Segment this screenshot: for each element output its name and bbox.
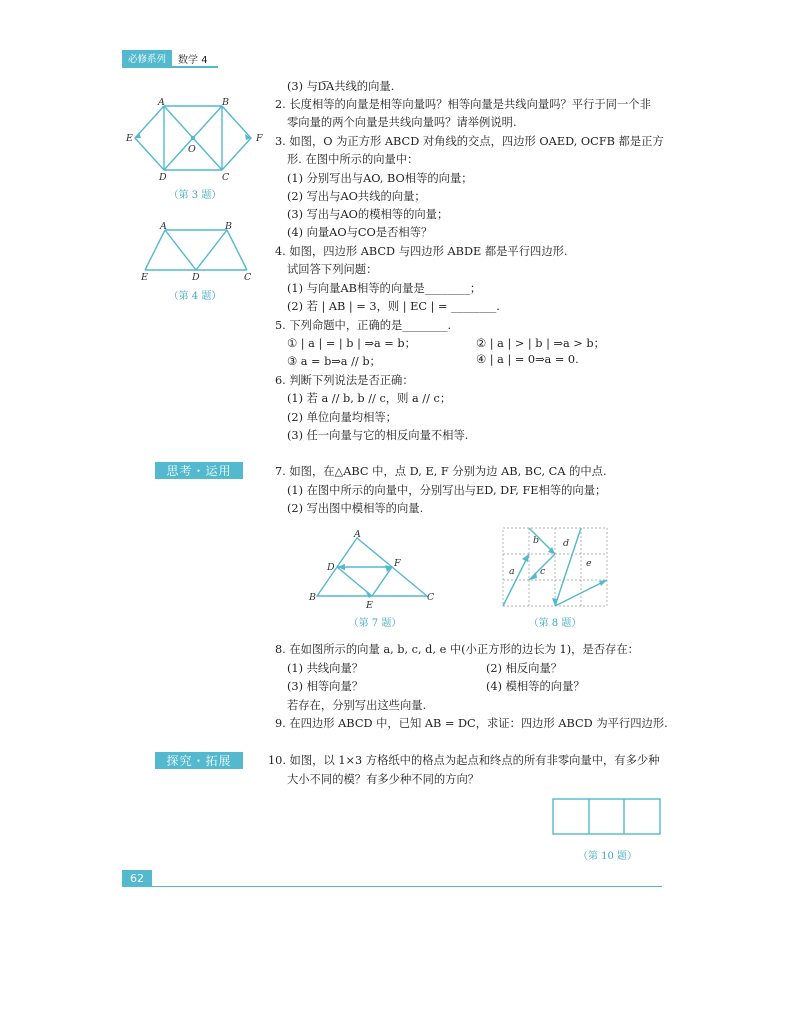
question-5-opt2: ② | a | > | b | ⇒a > b； (476, 337, 605, 350)
svg-text:D: D (192, 272, 200, 282)
question-8-opt3: (3) 相等向量？ (287, 680, 364, 693)
figure-3 (122, 98, 272, 184)
question-9: 9. 在四边形 ABCD 中，已知 AB = DC，求证：四边形 ABCD 为平行四边形. (275, 717, 668, 730)
question-3-line2: 形. 在图中所示的向量中： (287, 153, 419, 166)
question-4-item1: (1) 与向量AB相等的向量是________； (287, 282, 482, 295)
svg-text:A: A (354, 529, 361, 540)
page-header (122, 51, 208, 65)
svg-text:d: d (563, 538, 570, 549)
svg-text:A: A (158, 98, 165, 108)
svg-text:b: b (533, 535, 540, 546)
subject-label: 数学 4 (178, 54, 208, 66)
svg-text:D: D (159, 172, 167, 183)
question-7-item1: (1) 在图中所示的向量中，分别写出与ED, DF, FE相等的向量； (287, 484, 607, 497)
figure-4 (135, 222, 265, 282)
footer-rule (122, 870, 662, 887)
svg-text:E: E (141, 272, 148, 282)
svg-text:C: C (222, 172, 230, 183)
question-10-line1: 10. 如图，以 1×3 方格纸中的格点为起点和终点的所有非零向量中，有多少种 (268, 754, 660, 767)
question-7-item2: (2) 写出图中模相等的向量. (287, 502, 424, 515)
svg-text:C: C (244, 272, 252, 282)
question-6-item3: (3) 任一向量与它的相反向量不相等. (287, 429, 469, 442)
question-4-line1: 4. 如图，四边形 ABCD 与四边形 ABDE 都是平行四边形. (275, 245, 568, 258)
q1-item3: (3) 与D͞A共线的向量. (287, 80, 395, 93)
svg-text:C: C (427, 592, 435, 603)
section-explore: 探究・拓展 (155, 752, 243, 769)
question-8-opt2: (2) 相反向量？ (486, 662, 563, 675)
question-3-item3: (3) 写出与AO的模相等的向量； (287, 208, 449, 221)
header-rule (122, 66, 218, 68)
svg-text:e: e (586, 558, 592, 569)
caption-fig3: （第 3 题） (168, 190, 222, 201)
svg-text:B: B (309, 592, 316, 603)
svg-text:D: D (327, 562, 335, 573)
question-8-opt4: (4) 模相等的向量？ (486, 680, 585, 693)
section-think: 思考・运用 (155, 462, 243, 479)
caption-fig7: （第 7 题） (348, 618, 402, 629)
question-3-item4: (4) 向量AO与CO是否相等？ (287, 226, 433, 239)
figure-7 (305, 528, 440, 610)
question-5-opt4: ④ | a | = 0⇒a = 0. (476, 353, 579, 366)
question-5-opt1: ① | a | = | b | ⇒a = b； (287, 337, 416, 350)
question-8-line4: 若存在，分别写出这些向量. (287, 699, 427, 712)
question-8-line1: 8. 在如图所示的向量 a, b, c, d, e 中(小正方形的边长为 1)，是否存在： (275, 643, 639, 656)
question-6-item1: (1) 若 a // b, b // c，则 a // c； (287, 392, 452, 405)
question-3-item2: (2) 写出与AO共线的向量； (287, 190, 426, 203)
caption-fig8: （第 8 题） (528, 618, 582, 629)
svg-text:F: F (394, 558, 401, 569)
question-4-item2: (2) 若 | AB | = 3，则 | EC | = ________. (287, 300, 500, 313)
question-7-line1: 7. 如图，在△ABC 中，点 D, E, F 分别为边 AB, BC, CA 的中点. (275, 465, 607, 478)
caption-fig10: （第 10 题） (577, 851, 638, 862)
figure-10-grid (551, 797, 663, 837)
svg-text:E: E (126, 133, 133, 144)
question-5-opt3: ③ a = b⇒a // b； (287, 355, 381, 368)
caption-fig4: （第 4 题） (168, 291, 222, 302)
svg-text:a: a (509, 566, 515, 577)
question-3-line1: 3. 如图，O 为正方形 ABCD 对角线的交点，四边形 OAED, OCFB 都是正方 (275, 135, 664, 148)
svg-text:O: O (188, 144, 196, 155)
figure-8 (500, 526, 612, 610)
question-6-line1: 6. 判断下列说法是否正确： (275, 374, 414, 387)
series-tag: 必修系列 (122, 50, 172, 66)
svg-text:F: F (256, 133, 263, 144)
question-8-opt1: (1) 共线向量？ (287, 662, 364, 675)
svg-text:B: B (225, 222, 232, 232)
question-3-item1: (1) 分别写出与AO, BO相等的向量； (287, 172, 473, 185)
question-10-line2: 大小不同的模？有多少种不同的方向？ (287, 773, 480, 786)
question-2-line2: 零向量的两个向量是共线向量吗？请举例说明. (287, 116, 517, 129)
question-2-line1: 2. 长度相等的向量是相等向量吗？相等向量是共线向量吗？平行于同一个非 (275, 98, 651, 111)
svg-text:B: B (222, 98, 229, 108)
question-5-line1: 5. 下列命题中，正确的是________. (275, 319, 452, 332)
page-number: 62 (122, 870, 152, 886)
svg-text:E: E (366, 600, 373, 610)
question-4-line2: 试回答下列问题： (287, 263, 378, 276)
svg-text:c: c (540, 566, 546, 577)
svg-text:A: A (160, 222, 167, 232)
question-6-item2: (2) 单位向量均相等； (287, 411, 397, 424)
